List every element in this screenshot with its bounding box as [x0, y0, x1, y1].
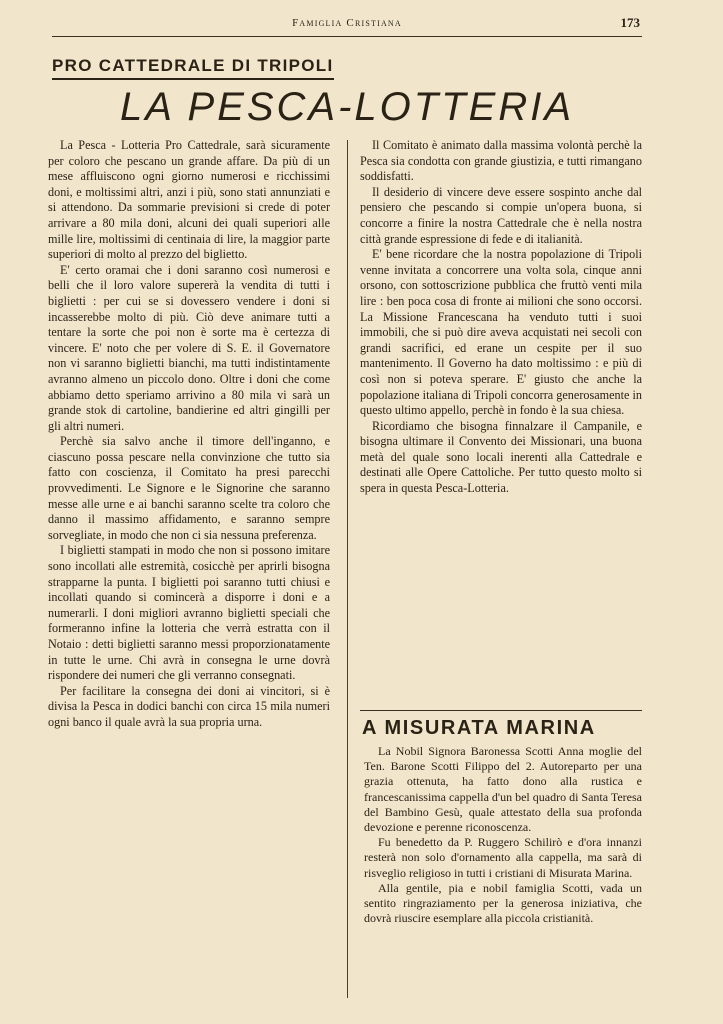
paragraph: La Pesca - Lotteria Pro Cattedrale, sarà sicuramente per coloro che pescano un grande affare. Da più di un mese affluiscono ogni giorno numerosi e ricchissimi doni, e moltissimi altri, anzi i più, sono stati annunziati e si attendono. Da sommarie previsioni si crede di poter arrivare a 80 mila doni, alcuni dei quali superiori alle mille lire, moltissimi di centinaia di lire, la maggior parte superiori di molto al prezzo del biglietto. [48, 138, 330, 262]
left-column [48, 138, 330, 731]
page-number: 173 [620, 15, 640, 30]
paragraph: I biglietti stampati in modo che non si possono imitare sono incollati alle estremità, cosicchè per aprirli bisogna strapparne la punta. I biglietti poi saranno tutti chiusi e incollati quando si comincerà a disporre i doni e a numerarli. I doni migliori avranno biglietti speciali che formeranno infine la lotteria che verrà estratta con il Notaio : detti biglietti saranno messi proporzionatamente in tutte le urne. Chi avrà in consegna le urne dovrà rispondere dei numeri che gli verranno consegnati. [48, 543, 330, 683]
paragraph: Ricordiamo che bisogna finnalzare il Campanile, e bisogna ultimare il Convento dei Missionari, una buona metà del quale sono locali inerenti alla Cattedrale e destinati alle Opere Cattoliche. Per tutto questo molto si spera in questa Pesca-Lotteria. [360, 418, 642, 496]
paragraph: Perchè sia salvo anche il timore dell'inganno, e ciascuno possa pescare nella convinzione che tutto sia fatto con coscienza, il Comitato ha presi parecchi provvedimenti. Le Signore e le Signorine che saranno messe alle urne e ai banchi saranno scelte tra coloro che danno il massimo affidamento, e saranno sempre sorvegliate, in modo che non ci sia nessuna preferenza. [48, 434, 330, 542]
column-divider [347, 140, 348, 998]
paragraph: La Nobil Signora Baronessa Scotti Anna moglie del Ten. Barone Scotti Filippo del 2. Autoreparto per una grazia ottenuta, ha fatto dono alla rustica e francescanissima cappella d'un bel quadro di Santa Teresa del Bambino Gesù, quale attestato della sua profonda devozione e perenne riconoscenza. [364, 744, 642, 835]
section-rule [360, 710, 642, 711]
journal-name: Famiglia Cristiana [292, 17, 402, 29]
paragraph: Alla gentile, pia e nobil famiglia Scotti, vada un sentito ringraziamento per la generosa iniziativa, che dovrà riuscire esemplare alla piccola cristianità. [364, 880, 642, 926]
second-article-body [364, 744, 642, 926]
paragraph: E' bene ricordare che la nostra popolazione di Tripoli venne invitata a concorrere una volta sola, cinque anni orsono, con sottoscrizione pubblica che fruttò venti mila lire : ben poca cosa di fronte ai milioni che sono occorsi. La Missione Francescana ha venduto tutti i suoi immobili, che si può dire aveva acquistati nei secoli con grandi sacrifici, ed erane un cespite per il suo mantenimento. Il Governo ha dato moltissimo : e più di così non si poteva sperare. E' giusto che anche la popolazione italiana di Tripoli concorra generosamente in questo ultimo appello, perchè in fondo è la sua chiesa. [360, 247, 642, 418]
paragraph: Il Comitato è animato dalla massima volontà perchè la Pesca sia condotta con grande giustizia, e tutti rimangano soddisfatti. [360, 138, 642, 184]
running-head [52, 14, 642, 37]
paragraph: Per facilitare la consegna dei doni ai vincitori, si è divisa la Pesca in dodici banchi con circa 15 mila numeri ogni banco il quale avrà la sua propria urna. [48, 683, 330, 729]
article-kicker: PRO CATTEDRALE DI TRIPOLI [52, 56, 334, 80]
paragraph: Fu benedetto da P. Ruggero Schilirò e d'ora innanzi resterà non solo d'ornamento alla cappella, ma sarà di risveglio religioso in tutti i cristiani di Misurata Marina. [364, 835, 642, 880]
paragraph: Il desiderio di vincere deve essere sospinto anche dal pensiero che pescando si compie un'opera buona, si concorre a finire la nostra Cattedrale che è nella nostra città grande espressione di fede e di italianità. [360, 184, 642, 246]
right-column [360, 138, 642, 497]
article-headline: LA PESCA-LOTTERIA [119, 85, 575, 129]
paragraph: E' certo oramai che i doni saranno così numerosi e belli che il loro valore supererà la vendita di tutti i biglietti : per cui se si dovessero vendere i doni si incasserebbe molto di più. Ciò deve animare tutti a tentare la sorte che poi non è sorte ma è certezza di vincere. E' noto che per volere di S. E. il Governatore non vi saranno biglietti bianchi, ma tutti indistintamente avranno almeno un piccolo dono. Oltre i doni che come abbiamo detto speriamo arrivino a 80 mila vi sarà un grande stok di cartoline, bandierine ed altri gingilli per gli altri numeri. [48, 262, 330, 433]
section-title: A MISURATA MARINA [362, 717, 596, 739]
